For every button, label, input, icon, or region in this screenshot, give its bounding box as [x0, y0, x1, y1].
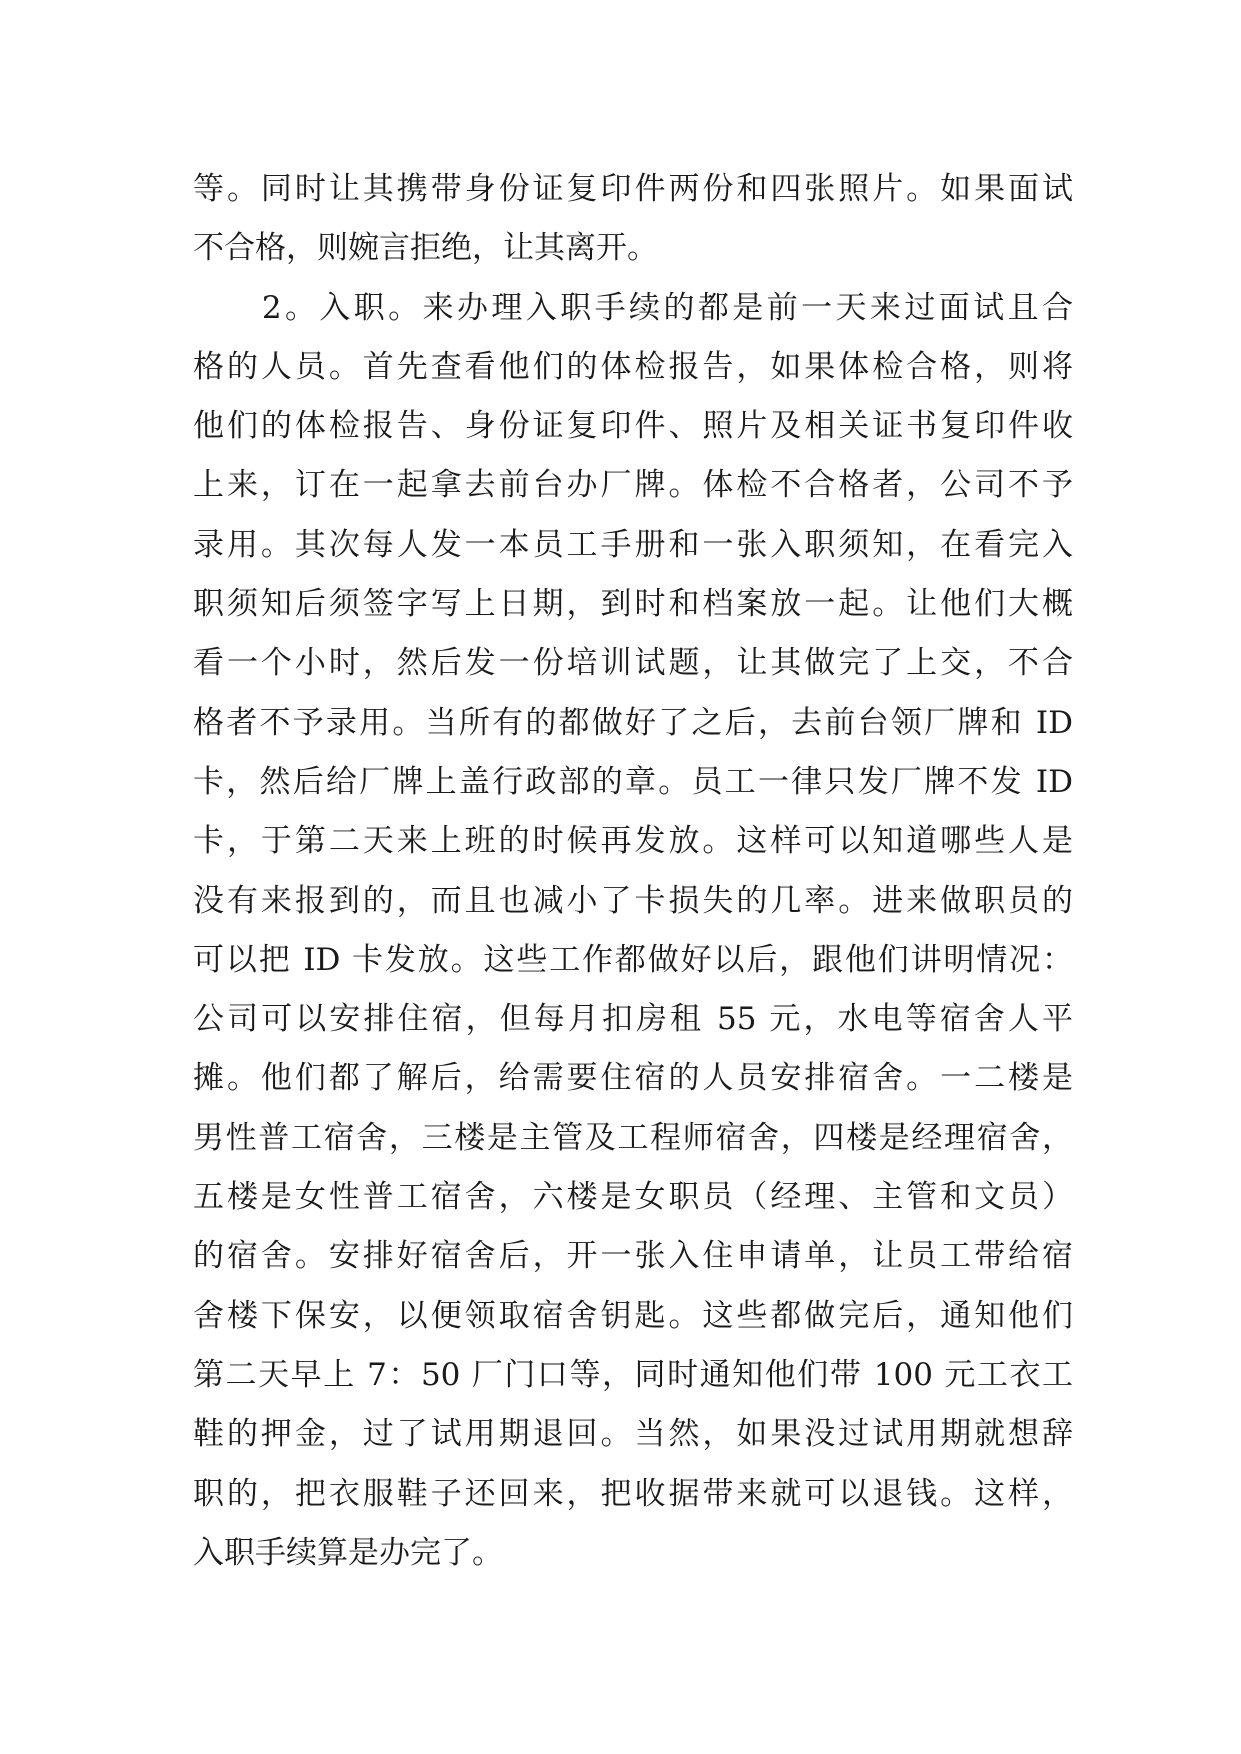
text-line: 的宿舍。安排好宿舍后，开一张入住申请单，让员工带给宿: [193, 1238, 1073, 1275]
text-line: 不合格，则婉言拒绝，让其离开。: [193, 230, 658, 267]
text-line: 上来，订在一起拿去前台办厂牌。体检不合格者，公司不予: [193, 467, 1073, 504]
text-line: 2。入职。来办理入职手续的都是前一天来过面试且合: [193, 289, 1073, 326]
text-line: 第二天早上 7：50 厂门口等，同时通知他们带 100 元工衣工: [193, 1356, 1073, 1393]
text-line: 看一个小时，然后发一份培训试题，让其做完了上交，不合: [193, 645, 1073, 682]
text-line: 等。同时让其携带身份证复印件两份和四张照片。如果面试: [193, 171, 1073, 207]
text-line: 卡，于第二天来上班的时候再发放。这样可以知道哪些人是: [193, 823, 1073, 860]
text-line: 格者不予录用。当所有的都做好了之后，去前台领厂牌和 ID: [193, 704, 1073, 741]
text-line: 可以把 ID 卡发放。这些工作都做好以后，跟他们讲明情况：: [193, 941, 1073, 978]
text-line: 他们的体检报告、身份证复印件、照片及相关证书复印件收: [193, 408, 1073, 445]
text-line: 职须知后须签字写上日期，到时和档案放一起。让他们大概: [193, 586, 1073, 623]
text-line: 鞋的押金，过了试用期退回。当然，如果没过试用期就想辞: [193, 1416, 1073, 1453]
text-line: 舍楼下保安，以便领取宿舍钥匙。这些都做完后，通知他们: [193, 1297, 1073, 1334]
text-line: 录用。其次每人发一本员工手册和一张入职须知，在看完入: [193, 526, 1073, 563]
text-line: 公司可以安排住宿，但每月扣房租 55 元，水电等宿舍人平: [193, 1001, 1073, 1038]
body-text: [193, 160, 1073, 1583]
text-line: 男性普工宿舍，三楼是主管及工程师宿舍，四楼是经理宿舍，: [193, 1119, 1073, 1156]
text-line: 职的，把衣服鞋子还回来，把收据带来就可以退钱。这样，: [193, 1475, 1073, 1512]
text-line: 卡，然后给厂牌上盖行政部的章。员工一律只发厂牌不发 ID: [193, 763, 1073, 800]
text-line: 摊。他们都了解后，给需要住宿的人员安排宿舍。一二楼是: [193, 1060, 1073, 1097]
text-line: 五楼是女性普工宿舍，六楼是女职员（经理、主管和文员）: [193, 1179, 1073, 1216]
text-line: 没有来报到的，而且也减小了卡损失的几率。进来做职员的: [193, 882, 1073, 919]
text-line: 格的人员。首先查看他们的体检报告，如果体检合格，则将: [193, 348, 1073, 385]
text-line: 入职手续算是办完了。: [193, 1534, 503, 1571]
